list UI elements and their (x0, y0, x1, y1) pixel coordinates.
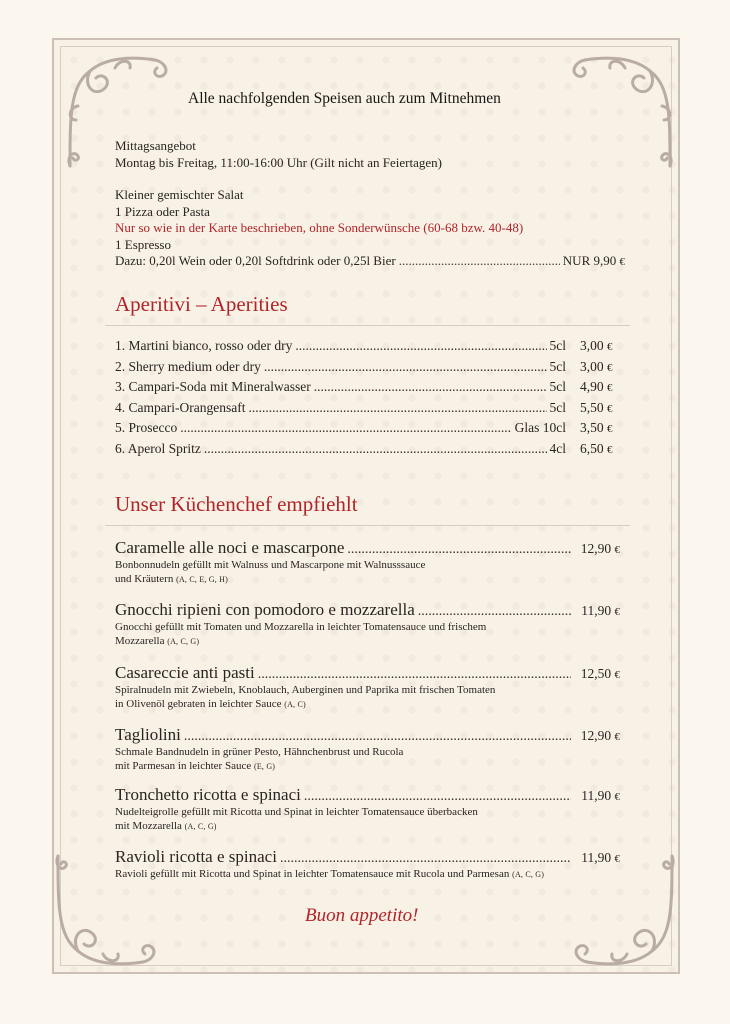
dish-description: Gnocchi gefüllt mit Tomaten und Mozzarella in leichter Tomatensauce und frischem Mozzarella (A, C, G) (115, 621, 487, 647)
dish-name: Casareccie anti pasti (115, 663, 255, 682)
section-title-aperitivi: Aperitivi – Aperities (115, 292, 288, 316)
dot-leader (184, 729, 571, 745)
list-item (115, 663, 620, 725)
dot-leader (314, 379, 547, 395)
allergen-codes: (A, C, G) (184, 822, 217, 831)
dish-description: Ravioli gefüllt mit Ricotta und Spinat in leichter Tomatensauce mit Rucola und Parmesan (A, C, G) (115, 868, 545, 880)
dot-leader (304, 789, 571, 805)
lunch-drinks: Dazu: 0,20l Wein oder 0,20l Softdrink oder 0,25l Bier (115, 253, 396, 268)
list-item (115, 600, 620, 663)
dot-leader (295, 338, 546, 354)
allergen-codes: (A, C) (284, 700, 306, 709)
dish-name: Tronchetto ricotta e spinaci (115, 785, 301, 804)
dish-price: 11,90 € (581, 788, 620, 803)
drink-size: 5cl (549, 358, 566, 374)
drink-price: 6,50 € (580, 440, 613, 456)
dot-leader (264, 359, 547, 375)
list-item (115, 725, 620, 785)
drink-size: 5cl (549, 399, 566, 415)
drink-name: 4. Campari-Orangensaft (115, 399, 246, 415)
drink-name: 5. Prosecco (115, 420, 178, 435)
dish-description: Nudelteigrolle gefüllt mit Ricotta und Spinat in leichter Tomatensauce überbacken mit Mozzarella (A, C, G) (115, 806, 478, 832)
drink-size: 4cl (549, 440, 566, 456)
dish-price: 11,90 € (581, 603, 620, 618)
dot-leader (399, 253, 560, 270)
drink-name: 3. Campari-Soda mit Mineralwasser (115, 379, 311, 394)
list-item (115, 338, 620, 359)
takeaway-note: Alle nachfolgenden Speisen auch zum Mitnehmen (188, 90, 501, 107)
list-item (115, 400, 620, 421)
allergen-codes: (A, C, G) (512, 870, 545, 879)
list-item (115, 359, 620, 380)
lunch-title: Mittagsangebot (115, 138, 196, 153)
drink-price: 3,00 € (580, 338, 613, 353)
lunch-offer (115, 138, 625, 271)
drink-price: 3,50 € (580, 420, 613, 435)
dot-leader (248, 400, 546, 416)
dot-leader (258, 667, 571, 683)
list-item (115, 785, 620, 847)
list-item (115, 420, 620, 441)
drink-size: 5cl (549, 379, 566, 394)
dish-description: Schmale Bandnudeln in grüner Pesto, Hähnchenbrust und Rucola mit Parmesan in leichter Sauce (E, G) (115, 746, 404, 772)
allergen-codes: (E, G) (253, 762, 276, 771)
drink-price: 4,90 € (580, 379, 613, 394)
lunch-item-espresso: 1 Espresso (115, 236, 171, 252)
drink-price: 3,00 € (580, 358, 613, 374)
dish-price: 12,50 € (580, 666, 620, 681)
dish-price: 11,90 € (581, 850, 620, 865)
lunch-price: NUR 9,90 (562, 253, 617, 268)
lunch-schedule: Montag bis Freitag, 11:00-16:00 Uhr (Gilt nicht an Feiertagen) (115, 154, 442, 170)
dish-name: Tagliolini (115, 725, 181, 744)
drink-name: 6. Aperol Spritz (115, 440, 201, 456)
dish-name: Ravioli ricotta e spinaci (115, 847, 277, 866)
aperitivi-list (115, 338, 620, 461)
dish-description: Bonbonnudeln gefüllt mit Walnuss und Mascarpone mit Walnusssauce und Kräutern (A, C, E, G, H) (115, 559, 426, 585)
drink-size: Glas 10cl (514, 420, 566, 435)
lunch-item-salad: Kleiner gemischter Salat (115, 187, 244, 202)
allergen-codes: (A, C, E, G, H) (176, 575, 228, 584)
chef-dish-list (115, 538, 620, 897)
list-item (115, 441, 620, 462)
section-title-chef: Unser Küchenchef empfiehlt (115, 492, 358, 516)
drink-name: 2. Sherry medium oder dry (115, 358, 261, 374)
dot-leader (204, 441, 547, 457)
dish-description: Spiralnudeln mit Zwiebeln, Knoblauch, Auberginen und Paprika mit frischen Tomaten in Olivenöl gebraten in leichter Sauce (A, C) (115, 684, 496, 710)
currency-symbol: € (619, 256, 625, 268)
drink-size: 5cl (549, 338, 566, 353)
drink-name: 1. Martini bianco, rosso oder dry (115, 338, 293, 353)
section-divider (105, 525, 630, 526)
allergen-codes: (A, C, G) (167, 637, 200, 646)
drink-price: 5,50 € (580, 399, 613, 415)
lunch-drinks-row (115, 253, 625, 271)
list-item (115, 847, 620, 897)
list-item (115, 538, 620, 600)
dish-price: 12,90 € (580, 728, 620, 743)
dot-leader (180, 420, 511, 436)
lunch-item-pizza: 1 Pizza oder Pasta (115, 203, 210, 219)
closing-greeting: Buon appetito! (305, 905, 419, 926)
section-divider (105, 325, 630, 326)
list-item (115, 379, 620, 400)
dish-price: 12,90 € (580, 541, 620, 556)
dish-name: Gnocchi ripieni con pomodoro e mozzarella (115, 600, 415, 619)
dot-leader (347, 542, 571, 558)
dot-leader (280, 851, 571, 867)
dish-name: Caramelle alle noci e mascarpone (115, 538, 345, 557)
dot-leader (418, 604, 571, 620)
lunch-note: Nur so wie in der Karte beschrieben, ohne Sonderwünsche (60-68 bzw. 40-48) (115, 220, 524, 235)
